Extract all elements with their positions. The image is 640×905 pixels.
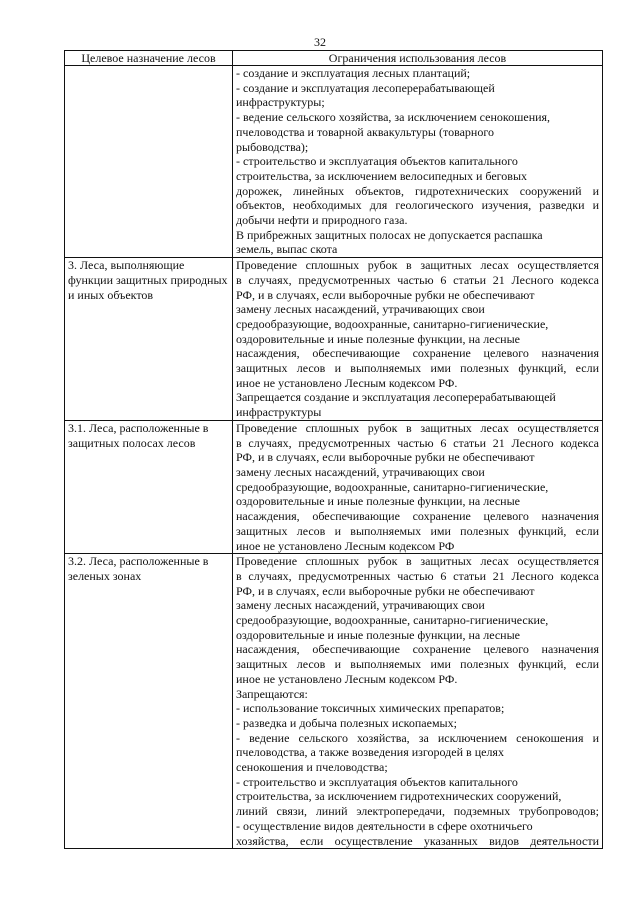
restriction-line: замену лесных насаждений, утрачивающих свои <box>236 464 485 479</box>
table-header-row <box>65 51 603 66</box>
restriction-line: линий связи, линий электропередачи, подземных трубопроводов; <box>236 804 599 819</box>
header-forest-purpose: Целевое назначение лесов <box>65 51 233 66</box>
use-restrictions-cell <box>233 554 603 848</box>
restriction-line: РФ, и в случаях, если выборочные рубки не обеспечивают <box>236 450 535 465</box>
use-restrictions-cell <box>233 420 603 553</box>
restriction-line: иное не установлено Лесным кодексом РФ <box>236 538 455 553</box>
restriction-line: Проведение сплошных рубок в защитных лесах осуществляется <box>236 420 599 435</box>
table-body <box>65 66 603 849</box>
forest-purpose-line: 3. Леса, выполняющие <box>68 258 185 273</box>
use-restrictions-cell <box>233 258 603 421</box>
restriction-line: средообразующие, водоохранные, санитарно-гигиенические, <box>236 316 549 331</box>
restriction-line: оздоровительные и иные полезные функции, на лесные <box>236 494 520 509</box>
restriction-line: насаждения, обеспечивающие сохранение целевого назначения <box>236 509 599 524</box>
restriction-line: замену лесных насаждений, утрачивающих свои <box>236 598 485 613</box>
page-number: 32 <box>314 35 326 49</box>
forest-purpose-cell <box>65 258 233 421</box>
forest-purpose-line: 3.1. Леса, расположенные в <box>68 420 209 435</box>
restriction-line: - строительство и эксплуатация объектов капитального <box>236 154 518 169</box>
table-row <box>65 66 603 258</box>
restriction-line: защитных лесов и выполняемых ими полезных функций, если <box>236 361 599 376</box>
restriction-line: - осуществление видов деятельности в сфере охотничьего <box>236 818 533 833</box>
restriction-line: оздоровительные и иные полезные функции, на лесные <box>236 627 520 642</box>
restriction-line: - разведка и добыча полезных ископаемых; <box>236 715 457 730</box>
restriction-line: средообразующие, водоохранные, санитарно-гигиенические, <box>236 479 549 494</box>
forest-purpose-cell <box>65 420 233 553</box>
forest-purpose-cell <box>65 554 233 848</box>
forest-purpose-line: защитных полосах лесов <box>68 435 196 450</box>
restriction-line: в случаях, предусмотренных частью 6 статьи 21 Лесного кодекса <box>236 435 599 450</box>
restriction-line: средообразующие, водоохранные, санитарно-гигиенические, <box>236 613 549 628</box>
restriction-line: - строительство и эксплуатация объектов капитального <box>236 774 518 789</box>
restriction-line: защитных лесов и выполняемых ими полезных функций, если <box>236 657 599 672</box>
restriction-line: хозяйства, если осуществление указанных видов деятельности <box>236 833 599 848</box>
restriction-line: пчеловодства, а также возведения изгородей в целях <box>236 745 504 760</box>
header-use-restrictions: Ограничения использования лесов <box>233 51 603 66</box>
restriction-line: РФ, и в случаях, если выборочные рубки не обеспечивают <box>236 287 535 302</box>
restriction-line: замену лесных насаждений, утрачивающих свои <box>236 302 485 317</box>
restriction-line: Запрещаются: <box>236 686 308 701</box>
restriction-line: Запрещается создание и эксплуатация лесоперерабатывающей <box>236 390 556 405</box>
restriction-line: насаждения, обеспечивающие сохранение целевого назначения <box>236 642 599 657</box>
restriction-line: пчеловодства и товарной аквакультуры (товарного <box>236 124 494 139</box>
restriction-line: - создание и эксплуатация лесоперерабатывающей <box>236 80 495 95</box>
table-row <box>65 258 603 421</box>
use-restrictions-cell <box>233 66 603 258</box>
restriction-line: в случаях, предусмотренных частью 6 статьи 21 Лесного кодекса <box>236 568 599 583</box>
restriction-line: добычи нефти и природного газа. <box>236 213 408 228</box>
restriction-line: инфраструктуры <box>236 405 322 420</box>
table-row <box>65 420 603 553</box>
restriction-line: Проведение сплошных рубок в защитных лесах осуществляется <box>236 258 599 273</box>
restriction-line: РФ, и в случаях, если выборочные рубки не обеспечивают <box>236 583 535 598</box>
table-row <box>65 554 603 848</box>
restriction-line: - ведение сельского хозяйства, за исключением сенокошения, <box>236 110 551 125</box>
restriction-line: оздоровительные и иные полезные функции, на лесные <box>236 331 520 346</box>
restriction-line: дорожек, линейных объектов, гидротехнических сооружений и <box>236 183 599 198</box>
restriction-line: строительства, за исключением гидротехнических сооружений, <box>236 789 562 804</box>
restriction-line: защитных лесов и выполняемых ими полезных функций, если <box>236 523 599 538</box>
restriction-line: насаждения, обеспечивающие сохранение целевого назначения <box>236 346 599 361</box>
restriction-line: в случаях, предусмотренных частью 6 статьи 21 Лесного кодекса <box>236 272 599 287</box>
restriction-line: рыбоводства); <box>236 139 309 154</box>
restriction-line: сенокошения и пчеловодства; <box>236 760 388 775</box>
restriction-line: В прибрежных защитных полосах не допускается распашка <box>236 227 543 242</box>
restriction-line: иное не установлено Лесным кодексом РФ. <box>236 375 458 390</box>
restriction-line: Проведение сплошных рубок в защитных лесах осуществляется <box>236 554 599 569</box>
restriction-line: - создание и эксплуатация лесных плантаций; <box>236 66 471 80</box>
restriction-line: земель, выпас скота <box>236 242 338 257</box>
forest-use-restrictions-table <box>64 50 603 849</box>
restriction-line: инфраструктуры; <box>236 95 325 110</box>
forest-purpose-cell <box>65 66 233 258</box>
restriction-line: объектов, необходимых для геологического изучения, разведки и <box>236 198 599 213</box>
forest-purpose-line: 3.2. Леса, расположенные в <box>68 554 209 569</box>
restriction-line: строительства, за исключением велосипедных и беговых <box>236 168 528 183</box>
forest-purpose-line: зеленых зонах <box>68 568 142 583</box>
forest-purpose-line: функции защитных природных <box>68 272 228 287</box>
restriction-line: - использование токсичных химических препаратов; <box>236 701 505 716</box>
forest-purpose-line: и иных объектов <box>68 287 154 302</box>
restriction-line: иное не установлено Лесным кодексом РФ. <box>236 671 458 686</box>
restriction-line: - ведение сельского хозяйства, за исключением сенокошения и <box>236 730 599 745</box>
